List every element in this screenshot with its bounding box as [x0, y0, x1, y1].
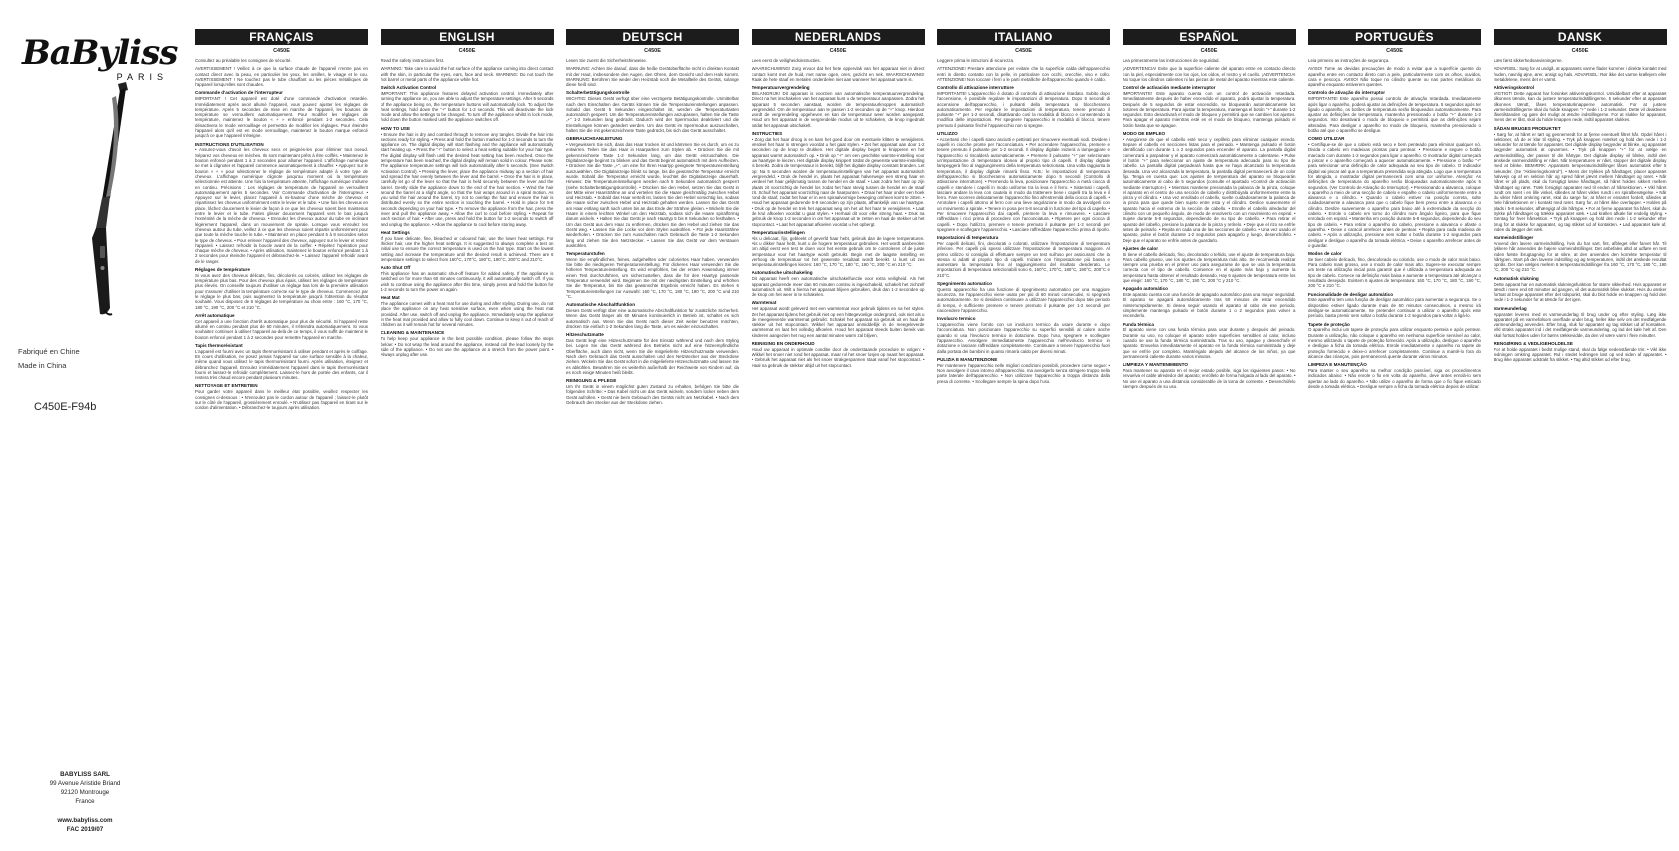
- section-heading: Funda térmica: [1122, 321, 1154, 327]
- fac-code: FAC 2019/07: [66, 826, 104, 833]
- section-text: Dieses Gerät verfügt über eine automatische Abschaltfunktion für zusätzliche Sicherheit. Wenn das Gerät länger als 60 Minuten kontinuierlich in Betrieb ist, schaltet es sich automatisch aus. Wenn Sie das Gerät nach dieser Zeit weiter benutzen möchten, drücken Sie einfach 1-2 Sekunden lang die Taste, um es wieder einzuschalten.: [566, 308, 739, 329]
- instruction-section: [381, 126, 554, 227]
- column-model-code: C450E: [1200, 48, 1218, 54]
- section-heading: Schalterbetätigungskontrolle: [566, 90, 630, 96]
- language-column: [1494, 29, 1667, 839]
- section-heading: UTILIZZO: [937, 131, 958, 137]
- section-text: The appliance comes with a heat mat for use during and after styling. During use, do not place the appliance on any heat sensitive surface, even when using the heat mat provided. After use, switch off and unplug the appliance. Immediately wrap the appliance in the heat mat provided and allow to fully cool down. Continue to keep it out of reach of children as it will remain hot for several minutes.: [380, 300, 554, 328]
- language-column: [1308, 29, 1481, 839]
- instruction-section: [381, 58, 554, 63]
- section-heading: Ajustes de calor: [1122, 245, 1158, 251]
- section-heading: INSTRUCTIONS D'UTILISATION: [195, 141, 264, 147]
- instruction-section: [1308, 322, 1481, 360]
- instruction-section: [752, 230, 925, 268]
- section-heading: Temperatuurvergrendeling: [751, 85, 810, 91]
- section-text: Per mantenere l'apparecchio nelle migliori condizioni possibili, procedere come segue: • Non avvolgere il cavo intorno all'apparecchio, ma avvolgerlo senza stringere troppo nella parte laterale dell'apparecchio. • Non utilizzare l'apparecchio a troppa distanza dalla presa di corrente. • Scollegare sempre la spina dopo l'uso.: [937, 362, 1110, 384]
- section-text: Cet appareil a une fonction d'arrêt automatique pour plus de sécurité. Si l'appareil reste allumé en continu pendant plus de 60 minutes, il s'éteindra automatiquement. Si vous souhaitez continuer à utiliser l'appareil au-delà de ce temps, il vous suffit de maintenir le bouton enfoncé pendant 1 à 2 secondes pour remettre l'appareil en marche.: [195, 318, 368, 340]
- section-text: This appliance has an automatic shut-off feature for added safety. If the appliance is switched on for more than 60 minutes continuously, it will automatically switch off. If you wish to continue using the appliance after this time, simply press and hold the button for 1-2 seconds to turn the power on again.: [380, 270, 554, 292]
- section-heading: Apagado automático: [1122, 286, 1168, 292]
- language-column: [1123, 29, 1296, 839]
- instruction-section: [1494, 235, 1667, 273]
- section-text: Se tiver cabelo delicado, fino, descolorado ou colorido, use o modo de calor mais baixo. Para cabelo mais grosso, use o modo de calor mais alto. Sugere-se executar sempre um teste na utilização inicial para garantir que é utilizada a temperatura adequada ao tipo de cabelo. Comece na definição mais baixa e aumente a temperatura até alcançar o resultado desejado. Existem 6 ajustes de temperatura: 160 °C, 170 °C, 180 °C, 190 °C, 200 °C e 210 °C.: [1308, 256, 1481, 289]
- language-header: FRANÇAIS: [195, 29, 368, 45]
- section-heading: Tapete de proteção: [1308, 321, 1350, 327]
- instruction-section: [1123, 362, 1296, 389]
- instruction-section: [1308, 90, 1481, 133]
- language-header: ENGLISH: [381, 29, 554, 45]
- section-text: Um Ihr Gerät in einem möglichst guten Zustand zu erhalten, befolgen Sie bitte die folgenden Schritte: • Das Kabel nicht um das Gerät wickeln, sondern locker neben dem Gerät aufrollen. • Gerät nie beim Gebrauch des Geräts nicht am Netzkabel. • Nach dem Gebrauch den Stecker aus der Steckdose ziehen.: [566, 383, 739, 405]
- section-heading: Modos de calor: [1308, 251, 1342, 257]
- language-column: [566, 29, 739, 839]
- instruction-section: [195, 343, 368, 381]
- section-text: Wenn Sie empfindliches, feines, aufgehelltes oder coloriertes Haar haben, verwenden Sie bitte die niedrigeren Temperatureinstellung. Für dickeres Haar verwenden Sie die höheren Temperatureinstellung. Es wird empfohlen, bei der ersten Anwendung immer einen Test durchzuführen, um sicherzustellen, dass die für den Haartyp passende Temperatur verwendet wird. Beginnen Sie mit der niedrigsten Einstellung und erhöhen Sie die Temperatur, bis Sie das gewünschte Ergebnis erreicht haben. Es stehen 6 Temperatureinstellungen zur Auswahl: 160 °C, 170 °C, 180 °C, 190 °C, 200 °C und 210 °C.: [566, 256, 739, 299]
- section-heading: Temperaturstufen: [566, 251, 605, 257]
- column-body: [195, 58, 368, 410]
- section-heading: SÅDAN BRUGES PRODUKTET: [1493, 125, 1561, 131]
- made-in-text: [18, 345, 80, 373]
- section-heading: Funcionalidade de desligar automático: [1308, 291, 1394, 297]
- language-column: [381, 29, 554, 839]
- instruction-section: [195, 58, 368, 63]
- section-heading: Tapis thermorésistant: [195, 342, 243, 348]
- instruction-section: [937, 58, 1110, 63]
- section-heading: Impostazioni di temperatura: [937, 235, 999, 241]
- instruction-section: [1494, 126, 1667, 232]
- left-panel: [0, 0, 180, 851]
- instruction-section: [1308, 136, 1481, 248]
- section-heading: Heat Settings: [380, 229, 410, 235]
- column-body: [1123, 58, 1296, 389]
- instruction-section: [1494, 85, 1667, 123]
- logo-subtitle: PARIS: [116, 72, 168, 82]
- section-heading: Varmeunderlag: [1493, 305, 1527, 311]
- section-text: Lees eerst de veiligheidsinstructies.: [751, 58, 821, 63]
- section-text: IMPORTANTE! Este aparato cuenta con un control de activación retardada. Inmediatamente después de haber encendido el aparato, podrá ajustar la temperatura. Después de 5 segundos de estar encendido, se bloquearán automáticamente los botones de temperatura. Para ajustar la temperatura, mantenga el botón "+" durante 1-2 segundos. Esto desactivará el modo de bloqueo y permitirá que se cambien los ajustes. Para apagar el aparato mientras esté en el modo de bloqueo, mantenga pulsado el botón hasta que se apague.: [1122, 90, 1296, 128]
- column-body: [937, 58, 1110, 384]
- column-model-code: C450E: [273, 48, 290, 54]
- section-text: • Asegúrese de que el cabello esté seco y cepíllelo para eliminar cualquier enredo. Separe el cabello en secciones listas para el peinado. • Mantenga pulsado el botón identificado con durante 1 o 2 segundos para encender el aparato. La pantalla digital comenzará a parpadear y el aparato comenzará automáticamente a calentarse. • Pulse el botón "+" para seleccionar un ajuste de temperatura adecuado para su tipo de cabello. La pantalla digital parpadeará hasta que se haya alcanzado la temperatura deseada. Una vez alcanzada la temperatura, la pantalla digital permanecerá de un color fijo. Tenga en cuenta que: Los ajustes de temperatura del aparato se bloquearán automáticamente al cabo de 5 segundos (consulte el apartado «Control de activación mediante interruptor»). • Mientras mantiene presionada la palanca de la pinza, coloque el aparato en el centro de una sección de cabello y distribúyala uniformemente entre la pinza y el cilindro. • Una vez enrollado el cabello, suelte cuidadosamente la palanca de la pinza para que quede bien sujeto entre esta y el cilindro. Deslice suavemente el aparato hacia el extremo de la sección de cabello. • Enrolle el cabello alrededor del cilindro con un pequeño ángulo, de modo de envolverlo con un movimiento en espiral. • Sujete durante 5-8 segundos, dependiendo de su tipo de cabello. • Para retirar el aparato del cabello, presione la palanca de la pinza y retírelo. • Deje que el rizo se enfríe antes de peinarlo. • Repita en cada una de las secciones de cabello. • Una vez usado el aparato, pulse el botón durante 1-2 segundos para apagarlo y luego, desenchúfelo. • Deje que el aparato se enfríe antes de guardarlo.: [1122, 136, 1296, 243]
- instruction-section: [566, 332, 739, 375]
- section-text: Dette apparat har en automatisk slukningsfunktion for større sikkerhed. Hvis apparatet er tændt i mere end 60 minutter ad gangen, vil det automatisk blive slukket. Hvis du ønsker fortsat at bruge apparatet efter det tidspunkt, skal du blot holde en knappen og hold den nede i 1-2 sekunder for at tænde for det igen.: [1493, 281, 1667, 303]
- column-model-code: C450E: [829, 48, 847, 54]
- column-body: [1494, 58, 1667, 363]
- instruction-section: [1123, 322, 1296, 360]
- instruction-section: [566, 302, 739, 329]
- instruction-section: [381, 85, 554, 123]
- language-header: PORTUGUÊS: [1308, 29, 1481, 45]
- section-heading: Arrêt automatique: [195, 312, 235, 318]
- section-heading: CLEANING & MAINTENANCE: [380, 330, 445, 336]
- section-heading: Controlo de ativação do interruptor: [1308, 90, 1386, 96]
- section-text: Para mantener su aparato en el mejor estado posible, siga los siguientes pasos: • No envuelva el cable alrededor del aparato; enróllelo de forma holgada al lado del aparato. • No use el aparato a una distancia considerable de la toma de corriente. • Desenchúfelo siempre después de su uso.: [1122, 368, 1296, 389]
- instruction-section: [381, 230, 554, 262]
- section-text: Per capelli delicati, fini, decolorati o colorati, utilizzare l'impostazione di temperatura inferiore. Per capelli più spessi utilizzare l'impostazione di temperatura maggiore. Al primo utilizzo si consiglia di effettuare sempre un test sull'uso per assicurarsi che la stessa si adatti al proprio tipo di capelli. Iniziare con l'impostazione più bassa e aumentare la temperatura fino al raggiungimento del risultato desiderato. Le impostazioni di temperatura selezionabili sono 6, 160°C, 170°C, 180°C, 190°C, 200°C e 210°C.: [937, 241, 1110, 278]
- section-text: Lesen Sie zuerst die Sicherheitshinweise.: [566, 58, 648, 63]
- section-text: El aparato viene con una funda térmica para usar durante y después del peinado. Durante su uso, no coloque el aparato sobre superficies sensibles al calor, incluso cuando se use la funda térmica suministrada. Tras su uso, apague y desenchufe el aparato. Envuelva inmediatamente el aparato en la funda térmica suministrada y deje que se enfríe por completo. Manténgalo alejado del alcance de los niños, ya que permanecerá caliente durante varios minutos.: [1122, 327, 1296, 359]
- instruction-section: [1123, 58, 1296, 63]
- column-model-code: C450E: [458, 48, 476, 54]
- made-in-fr: Fabriqué en Chine: [18, 347, 80, 356]
- section-text: If you have delicate, fine, bleached or coloured hair, use the lower heat settings. For thicker hair, use the higher heat settings. It is suggested to always complete a test on initial use to ensure the correct temperature is used on the hair type. Start on the lowest setting and increase the temperature until the desired result is achieved. There are 6 temperature settings to select from 160°C, 170°C, 180°C, 190°C, 200°C and 210°C.: [380, 235, 554, 262]
- instruction-section: [937, 357, 1110, 384]
- section-heading: PULIZIA E MANUTENZIONE: [937, 356, 998, 362]
- instruction-section: [1494, 276, 1667, 303]
- instruction-section: [937, 85, 1110, 128]
- column-model-code: C450E: [1386, 48, 1403, 54]
- instruction-section: [1308, 362, 1481, 389]
- company-address-line: France: [75, 798, 95, 805]
- column-body: [566, 58, 739, 405]
- section-text: Lea primeramente las instrucciones de seguridad.: [1122, 58, 1220, 63]
- section-text: Læs først sikkerhedsanvisningerne.: [1493, 58, 1563, 63]
- section-heading: Warmtemat: [751, 300, 777, 306]
- section-text: Leia primeiro as instruções de segurança.: [1308, 58, 1390, 63]
- section-text: Consultez au préalable les consignes de sécurité.: [195, 58, 292, 63]
- instruction-section: [195, 313, 368, 340]
- section-text: Houd uw apparaat in optimale conditie door de onderstaande procedure te volgen: • Wikkel het snoer niet rond het apparaat, maar rol het snoer losjes op naast het apparaat. • Gebruik het apparaat niet als het snoer strakgespannen staat vanaf het stopcontact. • Haal na gebruik de stekker altijd uit het stopcontact.: [751, 346, 925, 368]
- instruction-section: [566, 251, 739, 299]
- instruction-section: [1308, 251, 1481, 289]
- section-text: IMPORTANTE! Este aparelho possui controlo de ativação retardada. Imediatamente após ligar o aparelho, poderá ajustar as definições de temperatura. 5 segundos após ter ligado o aparelho, os botões de temperatura serão bloqueados automaticamente. Para ajustar as definições de temperatura, mantenha pressionado o botão "+" durante 1-2 segundos. Isto desativará o modo de bloqueio e permitirá que as definições sejam alteradas. Para desligar o aparelho no modo de bloqueio, mantenha pressionado o botão até que o aparelho se desligue.: [1308, 96, 1481, 134]
- instruction-section: [937, 66, 1110, 82]
- column-model-code: C450E: [1571, 48, 1589, 54]
- section-text: AVERTISSEMENT ! Veillez à ce que la surface chaude de l'appareil n'entre pas en contact direct avec la peau, en particulier les yeux, les oreilles, le visage et le cou. AVERTISSEMENT ! Ne touchez pas le tube chauffant ou les pièces métalliques de l'appareil lorsqu'elles sont chaudes.: [195, 66, 368, 88]
- instruction-section: [381, 265, 554, 292]
- instruction-section: [937, 281, 1110, 313]
- section-heading: REINIGUNG & PFLEGE: [566, 378, 617, 384]
- section-text: Read the safety instructions first.: [380, 58, 445, 63]
- language-column: [937, 29, 1110, 839]
- section-heading: Commande d'activation de l'interrupteur: [195, 90, 283, 96]
- curling-iron-image: [60, 78, 150, 318]
- instruction-section: [752, 66, 925, 82]
- section-heading: Aktiveringskontrol: [1493, 85, 1535, 91]
- language-columns: [195, 29, 1673, 844]
- instruction-section: [381, 66, 554, 82]
- section-text: Apparatet leveres med et varmeunderlag til brug under og efter styling. Læg ikke apparatet på en varmefølsom overflade under brug, heller ikke selv om det medfølgende varmeunderlag anvendes. Efter brug, sluk for apparatet og tag stikket ud af kontakten. Vikl straks apparatet ind i det medfølgende varmeunderlag, og lad det køle helt af. Den skal fortsat holdes uden for børns rækkevidde, da den vil være varm i flere minutter.: [1493, 311, 1667, 338]
- instruction-section: [752, 58, 925, 63]
- instruction-section: [1494, 341, 1667, 363]
- section-text: WARNUNG: Achten Sie darauf, dass die heiße Gerätoberfläche nicht in direkten Kontakt mit der Haut, insbesondere den Augen, den Ohren, dem Gesicht und dem Hals kommt. WARNUNG: Berühren Sie weder den Heizstab noch die Metallteile des Geräts, solange diese heiß sind.: [566, 66, 739, 88]
- instruction-section: [752, 131, 925, 227]
- instruction-section: [195, 142, 368, 264]
- column-body: [752, 58, 925, 368]
- instruction-section: [1123, 286, 1296, 318]
- section-text: To help keep your appliance in the best possible condition, please follow the steps below: • Do not wrap the lead around the appliance, instead coil the lead loosely by the side of the appliance. • Do not use the appliance at a stretch from the power point. • Always unplug after use.: [380, 336, 554, 358]
- instruction-section: [566, 58, 739, 63]
- instruction-section: [752, 85, 925, 128]
- section-heading: Varmeindstillinger: [1493, 235, 1534, 241]
- instruction-section: [1308, 66, 1481, 87]
- section-text: Si vous avez des cheveux délicats, fins, décolorés ou colorés, utilisez les réglages de température plus bas. Pour des cheveux plus épais, utilisez les réglages de température plus élevés. On conseille toujours d'utiliser un réglage bas lors de la première utilisation pour s'assurer d'utiliser la température correcte sur le type de cheveux. Commencez par le réglage le plus bas, puis augmentez la température jusqu'à l'obtention du résultat souhaité. Vous disposez de 6 réglages de température au choix entre : 160 °C, 170 °C, 180 °C, 190 °C, 200 °C et 210 °C.: [195, 272, 368, 310]
- section-heading: REINIGING EN ONDERHOUD: [751, 341, 815, 347]
- language-header: DANSK: [1494, 29, 1667, 45]
- column-body: [381, 58, 554, 357]
- section-text: L'appareil est fourni avec un tapis thermorésistant à utiliser pendant et après le coiffage. En cours d'utilisation, ne posez jamais l'appareil sur une surface sensible à la chaleur, même quand vous utilisez le tapis thermorésistant fourni. Après utilisation, éteignez et débranchez l'appareil. Enroulez immédiatement l'appareil dans le tapis thermorésistant fourni et laissez-le refroidir complètement. Laissez-le hors de portée des enfants, car il restera très chaud encore pendant plusieurs minutes.: [195, 348, 368, 381]
- instruction-section: [1494, 306, 1667, 338]
- instruction-section: [195, 383, 368, 410]
- section-text: IMPORTANT: This appliance features delayed activation control. Immediately after turning the appliance on, you are able to adjust the temperature settings. After 5 seconds of the appliance being on, the temperature buttons will automatically lock. To adjust the heat settings, hold down the "+" button for 1-2 seconds. This will deactivate the lock mode and allow the settings to be changed. To turn off the appliance whilst in lock mode, hold down the button marked until the appliance switches off.: [380, 90, 554, 123]
- section-heading: Involucro termico: [937, 316, 976, 322]
- section-text: Het apparaat wordt geleverd met een warmtemat voor gebruik tijdens en na het stylen. Zet het apparaat tijdens het gebruik niet op een hittegevoelige ondergrond, ook niet als u de meegeleverde warmtemat gebruikt. Schakel het apparaat na gebruik uit en haal de stekker uit het stopcontact. Wikkel het apparaat onmiddellijk in de meegeleverde warmtemat en laat het volledig afkoelen. Houd het apparaat steeds buiten bereik van kinderen aangezien het nog een aantal minuten warm zal blijven.: [751, 306, 925, 338]
- instruction-section: [566, 90, 739, 133]
- company-name: BABYLISS SARL: [60, 771, 110, 778]
- section-text: Leggere prima le istruzioni di sicurezza.: [937, 58, 1015, 63]
- section-text: • Certifique-se de que o cabelo está seco e bem penteado para eliminar qualquer nó. Divida o cabelo em madeixas prontas para pentear. • Pressione e segure o botão marcado com durante 1-2 segundos para ligar o aparelho. O mostrador digital começará a piscar e o aparelho começará a aquecer automaticamente. • Pressione o botão "+" para selecionar uma definição de calor adequada ao seu tipo de cabelo. O indicador digital vai piscar até que a temperatura pretendida seja atingida. Logo que a temperatura for atingida, o mostrador digital permanecerá com uma cor uniforme. Atenção: As definições de temperatura do aparelho serão bloqueadas automaticamente após 5 segundos. (Ver Controlo de Ativação do Interruptor). • Pressionando a alavanca, coloque o aparelho a meio de uma secção de cabelo e espalhe o cabelo uniformemente entre a alavanca e o cilindro. • Quando o cabelo estiver na posição correta, solte cuidadosamente a alavanca para que o cabelo fique bem preso entre a alavanca e o cilindro. Deslize suavemente o aparelho para baixo até à extremidade da secção do cabelo. • Enrole o cabelo em torno do cilindro num ângulo ligeiro, para que fique enrolado em espiral. • Mantenha em posição durante 5-8 segundos, dependendo do seu tipo de cabelo. • Para retirar o aparelho do cabelo, pressione a alavanca e afaste o aparelho. • Deixe o caracol arrefecer antes de pentear. • Repita para cada madeixa de cabelo. • Após a utilização, pressione sem soltar o botão durante 1-2 segundos para desligar e desligue o aparelho da tomada elétrica. • Deixe o aparelho arrefecer antes de o guardar.: [1308, 142, 1481, 248]
- section-heading: Temperatuurinstellingen: [751, 229, 805, 235]
- section-heading: Heat Mat: [380, 295, 400, 301]
- section-heading: Auto Shut Off: [380, 265, 411, 271]
- section-heading: NETTOYAGE ET ENTRETIEN: [195, 383, 258, 389]
- section-text: WARNING: Take care to avoid the hot surface of the appliance coming into direct contact with the skin, in particular the eyes, ears, face and neck. WARNING: Do not touch the hot barrel or metal parts of the appliance while hot.: [380, 66, 554, 82]
- instruction-section: [1308, 58, 1481, 63]
- instruction-section: [195, 267, 368, 310]
- section-text: IMPORTANT ! Cet appareil est doté d'une commande d'activation retardée. Immédiatement après avoir allumé l'appareil, vous pouvez ajuster les réglages de température. Après 5 secondes de mise en marche de l'appareil, les boutons de température se verrouillent automatiquement. Pour modifier les réglages de température, maintenez le bouton « + » enfoncé pendant 1-2 secondes. Cela désactivera le mode verrouillage et permettra de modifier les réglages. Pour éteindre l'appareil alors qu'il est en mode verrouillage, maintenez le bouton marque enfoncé jusqu'à ce que l'appareil s'éteigne.: [195, 96, 368, 139]
- section-heading: MODO DE EMPLEO: [1122, 131, 1166, 137]
- section-text: Als u delicaat, fijn, gebleekt of geverfd haar hebt, gebruik dan de lagere temperaturen. Als u dikker haar hebt, kunt u de hogere temperatuur gebruiken. Het wordt aanbevolen om altijd eerst een test te doen voor het eerste gebruik om te controleren of de juiste temperatuur voor het haartype wordt gebruikt. Begin met de laagste instelling en verhoog de temperatuur tot het gewenste resultaat wordt bereikt. U kunt uit zes temperatuurinstellingen kiezen: 160 °C, 170 °C, 180 °C, 190 °C, 200 °C en 210 °C.: [751, 235, 925, 268]
- section-heading: Spegnimento automatico: [937, 281, 992, 287]
- section-text: WAARSCHUWING! Zorg ervoor dat het hete oppervlak van het apparaat niet in direct contact komt met de huid, met name ogen, oren, gezicht en nek. WAARSCHUWING! Raak de hete staaf en metalen onderdelen niet aan wanneer het apparaat warm is.: [751, 66, 925, 82]
- company-info: [0, 770, 170, 834]
- company-address-line: 99 Avenue Aristide Briand: [49, 780, 121, 787]
- company-address-line: 92120 Montrouge: [60, 789, 110, 796]
- section-text: ATTENZIONE! Prestare attenzione per evitare che la superficie calda dell'apparecchio entri in diretto contatto con la pelle, in particolare con occhi, orecchie, viso e collo. ATTENZIONE! Non toccare i ferri o le parti metalliche dell'apparecchio quando è caldo.: [937, 66, 1110, 82]
- section-text: • Vergewissern Sie sich, dass das Haar trocken ist und kämmen Sie es durch, um es zu entwirren. Teilen Sie das Haar in Haarpartien zum Stylen ab. • Drücken Sie die mit gekennzeichnete Taste 1-2 Sekunden lang, um das Gerät einzuschalten. Die Digitalanzeige beginnt zu blinken und das Gerät beginnt automatisch mit dem Aufheizen. • Drücken Sie die Taste „+", um eine für Ihren Haartyp geeignete Temperatureinstellung auszuwählen. Die Digitalanzeige blinkt so lange, bis die gewünschte Temperatur erreicht wurde. Sobald die Temperatur erreicht wurde, leuchtet die Digitalanzeige dauerhaft. Hinweis: Die Temperatureinstellungen werden nach 5 Sekunden automatisch gesperrt (siehe Schalterbetätigungskontrolle). • Drücken Sie den Hebel, setzen Sie das Gerät in der Mitte einer Haarsträhne an und verteilen Sie die Haare gleichmäßig zwischen Hebel und Heizstab. • Sobald das Haar verteilt ist, lassen Sie den Hebel vorsichtig los, sodass die Haare sicher zwischen Hebel und Heizstab gehalten werden. Lassen Sie das Gerät am Haar entlang sanft nach unten bis an das Ende der Strähne gleiten. • Wickeln Sie die Haare in einem leichten Winkel um den Heizstab, sodass sich die Haare spiralförmig darum wickeln. • Halten Sie das Gerät je nach Haartyp 5 bis 8 Sekunden so festhalten. • Um das Gerät aus dem Haar zu entfernen, drücken Sie den Hebel und ziehen Sie das Gerät weg. • Lassen Sie die Locke vor dem Stylen auskühlen. • Für jede Haarsträhne wiederholen. • Drücken Sie zum Ausschalten nach Gebrauch die Taste 1-2 Sekunden lang und ziehen Sie den Netzstecker. • Lassen Sie das Gerät vor dem Verstauen auskühlen.: [566, 142, 739, 248]
- section-heading: Hitzeschutzmatte: [566, 332, 604, 338]
- instruction-section: [1494, 58, 1667, 63]
- section-heading: LIMPEZA E MANUTENÇÃO: [1308, 362, 1367, 368]
- language-header: DEUTSCH: [566, 29, 739, 45]
- section-heading: Réglages de température: [195, 266, 250, 272]
- section-heading: Automatische Abschaltfunktion: [566, 302, 635, 308]
- section-heading: INSTRUCTIES: [751, 131, 783, 137]
- instruction-section: [1123, 66, 1296, 82]
- section-text: For at holde apparatet i bedst mulige stand, skal du følge nedenstående trin: • Vikl ikke ledningen omkring apparatet. Rul i stedet ledningen løst op ved siden af apparatet. • Brug ikke apparatet udstrakt fra stikket. • Tag altid stikket ud efter brug.: [1493, 346, 1667, 363]
- instruction-section: [195, 66, 368, 87]
- section-heading: Switch Activation Control: [380, 85, 437, 91]
- instruction-section: [566, 378, 739, 405]
- brand-logo: [22, 33, 178, 82]
- instruction-section: [566, 66, 739, 87]
- section-text: Este aparelho tem uma função de desligar automático para aumentar a segurança. Se o dispositivo estiver ligado durante mais de 60 minutos consecutivos, o mesmo irá desligar-se automaticamente. Se pretender continuar a utilizar o aparelho após este período, basta premir sem soltar o botão durante 1-2 segundos para voltar a ligá-lo.: [1308, 297, 1481, 319]
- section-heading: HOW TO USE: [380, 125, 411, 131]
- section-text: • Sørg for, at håret er tørt og gennemredt for at fjerne eventuelt filtret hår. Opdel håret i sektioner, så de er klar til styling. • Tryk på knappen mærket og hold den nede i 1-2 sekunder for at tænde for apparatet. Det digitale display begynder at blinke, og apparatet begynder automatisk at opvarmes. • Tryk på knappen "+" for at vælge en varmeindstilling, der passer til din hårtype. Det digitale display vil blinke, indtil den ønskede varmeindstilling er nået. Når temperaturen er nået, stopper det digitale display med at blinke. BEMÆRK: Apparatets temperaturindstillinger låses automatisk efter 5 sekunder. (Se "Aktiveringskontrol"). • Mens der trykkes på håndtaget, placer apparatet halvvejs op af en sektion hår og spred håret jævnt mellem håndtaget og røret. • Når håret er på plads, skal du forsigtigt løsne håndtaget, så håret holdes sikkert mellem håndtaget og røret. Træk forsigtigt apparatet ned til enden af hårsektionen. • Vikl håret rundt om røret i en lille vinkel, således at håret vikles rundt i en spiralbevægelse. • Når du vikler håret omkring røret, skal du sørge for, at håret er ensartet fordelt, således at hele hårsektionen er i kontakt med røret. Sørg for, at håret ikke overlapper. • Holdes på plads i 5-8 sekunder, afhængigt af din hårtype. • For at fjerne apparatet fra håret, skal du trykke på håndtaget og trække apparatet væk. • Lad krøllen afkøle før endelig styling. • Gentag for hver hårsektion. • Tryk på knappen og hold den nede i 1-2 sekunder efter brug for at slukke for apparatet, og tag stikket ud af kontakten. • Lad apparatet køle af, inden du lægger det væk.: [1493, 131, 1667, 232]
- instruction-section: [1123, 85, 1296, 128]
- section-text: VIGTIGT! Dette apparat har forsinket aktiveringskontrol. Umiddelbart efter at apparatet tilkonnes tænde, kan du justere temperaturindstillingerne. 5 sekunder efter at apparatet tilkonnes tændt, låses temperaturknapperne automatisk. For at justere varmeindstillingerne skal du holde knappen "+" nede i 1-2 sekunder. Dette vil deaktivere låsetilstanden og gøre det muligt at ændre indstillingerne. For at slukke for apparatet, mens det er låst, skal du holde knappen nede, indtil apparatet slukkes.: [1493, 90, 1667, 123]
- section-text: Para manter o seu aparelho na melhor condição possível, siga os procedimentos indicados abaixo: • Não enrole o fio em volta do aparelho, deve antes enrolá-lo sem apertar ao lado do aparelho. • Não utilize o aparelho de forma que o fio fique esticado desde a tomada elétrica. • Desligue sempre a ficha da tomada elétrica depois de utilizar.: [1308, 368, 1481, 389]
- language-header: ITALIANO: [937, 29, 1110, 45]
- section-text: • Accertarsi che i capelli siano asciutti e pettinati per rimuovere eventuali nodi. Dividere i capelli in ciocche pronte per l'acconciatura. • Per accendere l'apparecchio, premere e tenere premuto il pulsante per 1-2 secondi. Il display digitale inizierà a lampeggiare e l'apparecchio si riscalderà automaticamente. • Premere il pulsante "+" per selezionare un'impostazione di temperatura idonea al proprio tipo di capelli. Il display digitale lampeggerà fino al raggiungimento della temperatura selezionata. Una volta raggiunta la temperatura, il display digitale rimarrà fisso. N.B.: le impostazioni di temperatura dell'apparecchio si bloccheranno automaticamente dopo 5 secondi (Controllo di attivazione interruttore). • Premendo la leva, posizionare l'apparecchio a metà ciocca di capelli e stendere i capelli in modo uniforme tra la leva e il ferro. • Sistemati i capelli, lasciare andare la leva con cautela in modo da trattenere bene i capelli tra la leva e il ferro. Fare scorrere delicatamente l'apparecchio fino all'estremità della ciocca di capelli. • Arrotolare i capelli attorno al ferro con una lieve angolazione in modo da avvolgerli con un movimento a spirale. • Tenere in posa per 5-8 secondi in funzione del tipo di capello. • Per rimuovere l'apparecchio dai capelli, premere la leva e rimuovere. • Lasciare raffreddare i ricci prima di procedere con l'acconciatura. • Ripetere per ogni ciocca di capelli. • Dopo l'utilizzo, premere e tenere premuto il pulsante per 1-2 secondi per spegnere e scollegare l'apparecchio. • Lasciare raffreddare l'apparecchio prima di riporlo.: [937, 136, 1110, 232]
- section-text: Dit apparaat heeft een automatische uitschakelfunctie voor extra veiligheid. Als het apparaat gedurende meer dan 60 minuten continu is ingeschakeld, schakelt het zichzelf automatisch uit. Wilt u hierna het apparaat blijven gebruiken, druk dan 1-2 seconden op de knop om het weer in te schakelen.: [751, 276, 925, 298]
- instruction-section: [1123, 131, 1296, 243]
- language-header: NEDERLANDS: [752, 29, 925, 45]
- instruction-section: [566, 136, 739, 248]
- section-text: Anvend den lavere varmeindstilling, hvis du har sart, fint, afbleget eller farvet hår. Til tykkere hår anvendes de højere varmeindstillinger. Det anbefales altid at udføre en test inden første ibrugtagning for at sikre, at den anvendes den korrekte temperatur til hårtypen. Start på den laveste indstilling og øg temperaturen, indtil det ønskede resultat opnås. Der kan vælges mellem 6 temperaturindstillinger fra 160 °C, 170 °C, 180 °C, 190 °C, 200 °C og 210 °C.: [1493, 241, 1667, 273]
- section-text: WICHTIG: Dieses Gerät verfügt über eine verzögerte Betätigungskontrolle. Unmittelbar nach dem Einschalten des Geräts können Sie die Temperatureinstellungen anpassen. Sobald das Gerät 5 Sekunden eingeschaltet ist, werden die Temperaturtasten automatisch gesperrt. Um die Temperatureinstellungen anzupassen, halten Sie die Taste „+" 1-2 Sekunden lang gedrückt. Dadurch wird der Sperrmodus deaktiviert und die Einstellungen können geändert werden. Um das Gerät im Sperrmodus auszuschalten, halten Sie die mit gekennzeichnete Taste gedrückt, bis sich das Gerät ausschaltet.: [566, 96, 739, 134]
- instruction-section: [937, 235, 1110, 278]
- section-text: O aparelho inclui um tapete de proteção para utilizar enquanto penteia e após pentear. Durante a utilização, não coloque o aparelho em nenhuma superfície sensível ao calor, mesmo utilizando o tapete de proteção fornecido. Após a utilização, desligue o aparelho e desligue a ficha da tomada elétrica. Enrole imediatamente o aparelho no tapete de proteção fornecido e deixe-o arrefecer completamente. Continue a mantê-lo fora do alcance das crianças, pois permanecerá quente durante vários minutos.: [1308, 327, 1481, 359]
- instruction-section: [752, 300, 925, 338]
- section-heading: LIMPIEZA Y MANTENIMIENTO: [1122, 362, 1188, 368]
- instruction-section: [195, 90, 368, 138]
- section-heading: RENGØRING & VEDLIGEHOLDELSE: [1493, 341, 1573, 347]
- instruction-section: [752, 341, 925, 368]
- section-text: Si tiene el cabello delicado, fino, decolorado o teñido, use el ajuste de temperatura bajo. Para cabello grueso, use los ajustes de temperatura más alto. Se recomienda realizar siempre una prueba en el primer uso para asegurarse de que se usa la temperatura correcta con el tipo de cabello. Comience en el ajuste más bajo y aumente la temperatura hasta obtener el resultado deseado. Hay 6 ajustes de temperatura entre los que elegir: 160 °C, 170 °C, 180 °C, 190 °C, 200 °C y 210 °C.: [1122, 251, 1296, 284]
- section-text: • Ensure the hair is dry and combed through to remove any tangles. Divide the hair into sections ready for styling. • Press and hold the button marked for 1-2 seconds to turn the appliance on. The digital display will start flashing and the appliance will automatically start heating up. • Press the "+" button to select a heat setting suitable for your hair type. The digital display will flash until the desired heat setting has been reached. Once the temperature has been reached, the digital display will remain solid in colour. Please note: The appliance temperature settings will lock automatically after 5 seconds. (See Switch Activation Control). • Pressing the lever, place the appliance midway up a section of hair and spread the hair evenly between the lever and the barrel. • Once the hair is in place, carefully let go of the lever so that the hair is held securely between the lever and the barrel. Gently slide the appliance down to the end of the hair section. • Wind the hair around the barrel at a slight angle, so that the hair wraps around in a spiral motion. As you wind the hair around the barrel, try not to overlap the hair and ensure the hair is distributed evenly so the entire section is touching the barrel. • Hold in place for 5-8 seconds depending on your hair type. • To remove the appliance from the hair, press the lever and pull the appliance away. • Allow the curl to cool before styling. • Repeat for each section of hair. • After use, press and hold the button for 1-2 seconds to switch off and unplug the appliance. • Allow the appliance to cool before storing away.: [380, 131, 554, 227]
- section-text: Pour garder votre appareil dans le meilleur état possible, veuillez respecter les consignes ci-dessous : • N'enroulez pas le cordon autour de l'appareil ; laissez-le plutôt sur le côté de l'appareil, grossièrement enroulé. • N'utilisez pas l'appareil en tirant sur le cordon d'alimentation. • Débranchez-le toujours après utilisation.: [195, 389, 368, 411]
- section-text: ADVARSEL: Sørg for at undgå, at apparatets varme flader kommer i direkte kontakt med huden, navnlig øjne, ører, ansigt og hals. ADVARSEL: Rør ikke det varme krøllejern eller metaldelene, mens det er varmt.: [1493, 66, 1667, 82]
- column-model-code: C450E: [644, 48, 661, 54]
- language-header: ESPAÑOL: [1123, 29, 1296, 45]
- instruction-section: [381, 330, 554, 357]
- section-text: IMPORTANTE! L'apparecchio è dotato di controllo di attivazione ritardato. Subito dopo l'accensione, è possibile regolare le impostazioni di temperatura. Dopo 5 secondi di accensione dell'apparecchio, i pulsanti della temperatura si bloccheranno automaticamente. Per regolare le impostazioni di temperatura, tenere premuto il pulsante "+" per 1-2 secondi, disattivando così la modalità di blocco e consentendo la modifica delle impostazioni. Per spegnere l'apparecchio in modalità di blocco, tenere premuto il pulsante finché l'apparecchio non si spegne.: [937, 90, 1110, 128]
- section-text: L'apparecchio viene fornito con un involucro termico da usare durante e dopo l'acconciatura. Non posizionare l'apparecchio su superfici sensibili al calore anche quando si usa l'involucro termico in dotazione. Dopo l'uso, spegnere e scollegare l'apparecchio. Avvolgere immediatamente l'apparecchio nell'involucro termico in dotazione e lasciare raffreddare completamente. Continuare a tenere l'apparecchio fuori dalla portata dei bambini in quanto rimarrà caldo per diversi minuti.: [937, 322, 1110, 354]
- section-heading: COMO UTILIZAR: [1308, 136, 1345, 142]
- section-text: BELANGRIJK! Dit apparaat is voorzien van automatische temperatuurvergrendeling. Direct na het inschakelen van het apparaat kunt u de temperatuur aanpassen. Zodra het apparaat 5 seconden aanstaat, worden de temperatuurknoppen automatisch vergrendeld. Om de temperatuur aan te passen 1-2 seconden op de "+" knop. Hierdoor wordt de vergrendeling opgeheven en kan de temperatuur weer worden aangepast. Houd om het apparaat in de vergrendelde modus uit te schakelen, de knop ingedrukt totdat het apparaat uitschakelt.: [751, 90, 925, 128]
- instruction-section: [937, 131, 1110, 232]
- instruction-section: [1123, 246, 1296, 284]
- company-website: www.babyliss.com: [57, 817, 113, 824]
- section-text: • Assurez-vous d'avoir les cheveux secs et peignés-les pour éliminer tout noeud. Séparez vos cheveux en mèches. Ils sont maintenant prêts à être coiffés. • Maintenez le bouton enfoncé pendant 1 à 2 secondes pour allumer l'appareil. L'affichage numérique se met à clignoter et l'appareil commence automatiquement à chauffer. • Appuyez sur le bouton « + » pour sélectionner le réglage de température adapté à votre type de cheveux. L'affichage numérique clignote jusqu'au moment où la température sélectionnée est atteinte. Une fois la température atteinte, l'affichage numérique s'allume en continu. Précisions : Les réglages de température de l'appareil se verrouillent automatiquement après 5 secondes. Voir Commande d'activation de l'interrupteur. • Appuyez sur le levier, placez l'appareil à mi-hauteur d'une mèche de cheveux et répartissez les cheveux uniformément entre le levier et le tube. • Une fois les cheveux en place, lâchez doucement le levier de façon à ce que les cheveux soient bien maintenus entre le levier et le tube. Faites glisser doucement l'appareil vers le bas jusqu'à l'extrémité de la mèche de cheveux. • Enroulez les cheveux autour du tube en inclinant légèrement l'appareil, dans un mouvement de spirale. Lorsque vous enroulez les cheveux autour du tube, veillez à ce que les cheveux soient répartis uniformément pour que toute la mèche touche le tube. • Maintenez en place pendant 5 à 8 secondes selon le type de cheveux. • Pour enlever l'appareil des cheveux, appuyez sur le levier et retirez l'appareil. • Laissez refroidir la boucle avant de la coiffer. • Répétez l'opération pour chaque mèche de cheveux. • Après utilisation, maintenez le bouton enfoncé pendant 1 à 2 secondes pour éteindre l'appareil et débranchez-le. • Laissez l'appareil refroidir avant de le ranger.: [195, 147, 368, 264]
- section-text: • Zorg dat het haar droog is en kam het goed door om eventuele klitten te verwijderen. Verdeel het haar in strengen voordat u het gaat stylen. • Zet het apparaat aan door 1-2 seconden op de knop te drukken. Het digitale display begint te knipperen en het apparaat warmt automatisch op. • Druk op "+" om een geschikte warmte-instelling voor uw haartype te kiezen. Het digitale display knippert totdat de gewenste warmte-instelling is bereikt. Zodra de temperatuur is bereikt, blijft het digitale display constant branden. Let op: Na 5 seconden worden de temperatuurinstellingen van het apparaat automatisch vergrendeld. • Druk de hendel in, plaats het apparaat halverwege een streng haar en verdeel het haar gelijkmatig tussen de hendel en de staaf. • Laat zodra het haar op zijn plaats zit voorzichtig de hendel los zodat het haar stevig tussen de hendel en de staaf zit. Schuif het apparaat voorzichtig naar de haarpunten. • Draai het haar onder een hoek rond de staaf, zodat het haar er in een spiraalvormige beweging omheen komt te zitten. • Houd het apparaat gedurende 5-8 seconden op zijn plaats, afhankelijk van uw haartype. • Druk op de hendel en trek het apparaat weg om het uit het haar te verwijderen. • Laat de krul afkoelen voordat u gaat stylen. • Herhaal dit voor elke streng haar. • Druk na gebruik de knop 1-2 seconden in om het apparaat uit te zetten en haal de stekker uit het stopcontact. • Laat het apparaat afkoelen voordat u het opbergt.: [751, 136, 925, 227]
- section-heading: Automatische uitschakeling: [751, 270, 813, 276]
- language-column: [752, 29, 925, 839]
- section-heading: Automatisk slukning: [1493, 275, 1539, 281]
- section-text: AVISO! Tome as devidas precauções de modo a evitar que a superfície quente do aparelho entre em contacto direto com a pele, particularmente com os olhos, ouvidos, cara e pescoço. AVISO! Não toque no cilindro quente ou nas partes metálicas do aparelho enquanto estiverem quentes.: [1308, 66, 1481, 88]
- instruction-section: [1494, 66, 1667, 82]
- section-text: Das Gerät liegt eine Hitzeschutzmatte für den Einsatz während und nach dem Styling bei. Legen Sie das Gerät während des Betriebs nicht auf eine hitzeempfindliche Oberfläche, auch dann nicht, wenn Sie die mitgelieferte Hitzeschutzmatte verwenden. Nach dem Gebrauch das Gerät ausschalten und den Netzstecker aus der Steckdose ziehen. Wickeln Sie das Gerät sofort in die mitgelieferte Hitzeschutzmatte und lassen Sie es abkühlen. Bewahren Sie es weiterhin außerhalb der Reichweite von Kindern auf, da es noch einige Minuten heiß bleibt.: [566, 338, 739, 375]
- model-number: C450E-F94b: [34, 401, 97, 413]
- section-heading: Control de activación mediante interruptor: [1122, 85, 1216, 91]
- section-text: ¡ADVERTENCIA! Evite que la superficie caliente del aparato entre en contacto directo con la piel, especialmente con los ojos, los oídos, el rostro y el cuello. ¡ADVERTENCIA! No toque los cilindros calientes ni las piezas de metal del aparato mientras este caliente.: [1122, 66, 1296, 82]
- instruction-section: [937, 316, 1110, 354]
- section-heading: GEBRAUCHSANLEITUNG: [566, 136, 623, 142]
- language-column: [195, 29, 368, 839]
- instruction-section: [1308, 292, 1481, 319]
- section-text: Questo apparecchio ha una funzione di spegnimento automatico per una maggiore sicurezza. Se l'apparecchio viene usato per più di 60 minuti consecutivi, si spegnerà automaticamente. Se si desidera continuare a utilizzare l'apparecchio dopo tale periodo di tempo, è sufficiente premere e tenere premuto il pulsante per 1-2 secondi per riaccendere l'apparecchio.: [937, 286, 1110, 314]
- column-model-code: C450E: [1015, 48, 1032, 54]
- column-body: [1308, 58, 1481, 389]
- made-in-en: Made in China: [18, 361, 67, 370]
- section-text: Este aparato cuenta con una función de apagado automático para una mayor seguridad. El aparato se apagará automáticamente tras 60 minutos de estar encendido ininterrumpidamente. Si desea seguir usando el aparato al cabo de ese periodo, simplemente mantenga pulsado el botón durante 1 o 2 segundos para volver a encenderlo.: [1122, 292, 1296, 319]
- logo-wordmark: BaByliss: [22, 33, 178, 73]
- instruction-section: [381, 295, 554, 327]
- instruction-section: [752, 270, 925, 297]
- section-heading: Controllo di attivazione interruttore: [937, 85, 1014, 91]
